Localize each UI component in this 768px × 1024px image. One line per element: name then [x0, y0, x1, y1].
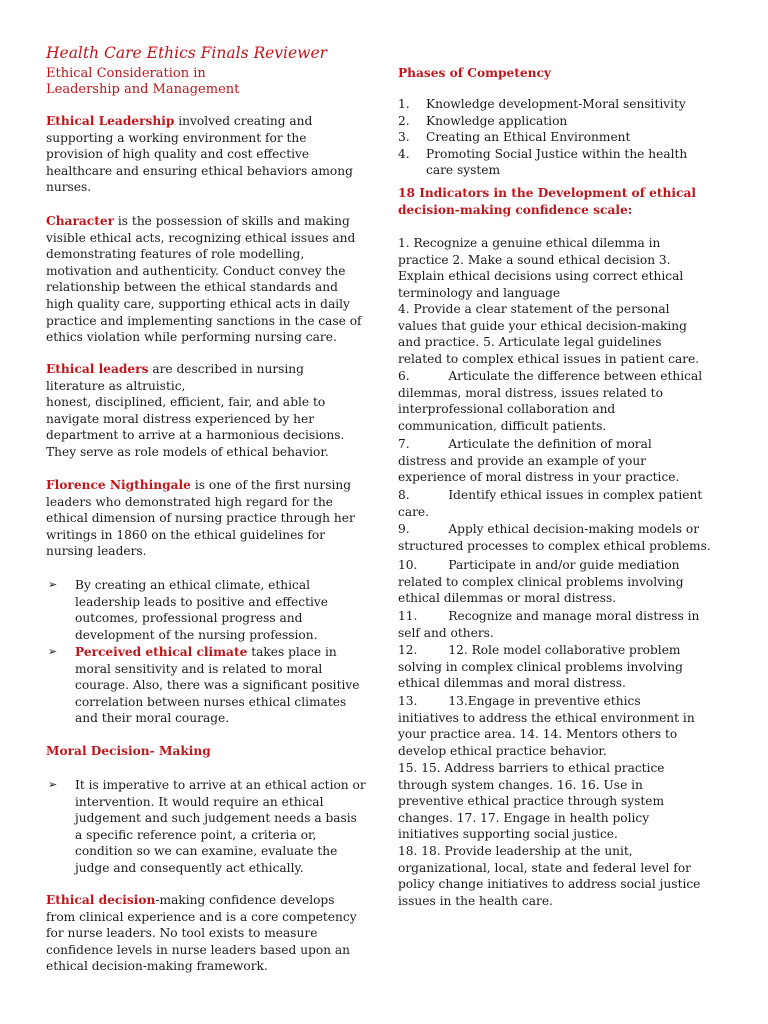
subtitle-line-2: Leadership and Management — [46, 82, 240, 97]
phases-heading: Phases of Competency — [398, 66, 552, 80]
bullet-moral-decision — [48, 777, 366, 877]
ethical-leaders-term: Ethical leaders — [46, 362, 149, 376]
indicator-1-3: 1. Recognize a genuine ethical dilemma in practice 2. Make a sound ethical decision 3. Explain ethical decisions using correct ethical terminology and language — [398, 236, 684, 300]
subtitle-line-1: Ethical Consideration in — [46, 66, 206, 81]
arrow-bullet-icon: ➢ — [48, 645, 58, 658]
perceived-climate-term: Perceived ethical climate — [75, 645, 248, 659]
ethical-leaders-text: are described in nursing literature as altruistic, — [46, 362, 304, 393]
ethical-leaders-paragraph — [46, 361, 362, 461]
character-paragraph — [46, 213, 362, 346]
indicator-8: 8. Identify ethical issues in complex patient care. — [398, 488, 707, 519]
ethical-decision-term: Ethical decision — [46, 893, 156, 907]
phase-item: 2. Knowledge application — [398, 113, 568, 128]
character-text: is the possession of skills and making visible ethical acts, recognizing ethical issues and demonstrating features of role modelling, motivation and authenticity. Conduct convey the relationship between the ethical standards and high quality care, supporting ethical acts in daily practice and implementing sanctions in the case of ethics violation while performing nursing care. — [46, 214, 362, 345]
document-subtitle — [46, 66, 239, 98]
bullet-perceived-climate-text: Perceived ethical climate takes place in moral sensitivity and is related to moral courage. Also, there was a significant positive correlation between nurses ethical climates and their moral courage. — [75, 645, 360, 726]
ethical-leaders-text-2: honest, disciplined, efficient, fair, and able to navigate moral distress experienced by her department to arrive at a harmonious decisions. They serve as role models of ethical behavior. — [46, 395, 345, 459]
florence-term: Florence Nigthingale — [46, 478, 191, 492]
indicator-4-5: 4. Provide a clear statement of the personal values that guide your ethical decision-making and practice. 5. Articulate legal guidelines related to complex ethical issues in patient care. — [398, 302, 700, 366]
florence-text: is one of the first nursing leaders who demonstrated high regard for the ethical dimension of nursing practice through her writings in 1860 on the ethical guidelines for nursing leaders. — [46, 478, 355, 559]
indicator-6: 6. Articulate the difference between ethical dilemmas, moral distress, issues related to interprofessional collaboration and communication, difficult patients. — [398, 369, 707, 433]
indicator-7: 7. Articulate the definition of moral distress and provide an example of your experience of moral distress in your practice. — [398, 437, 680, 485]
bullet-ethical-climate-text: By creating an ethical climate, ethical leadership leads to positive and effective outcomes, professional progress and development of the nursing profession. — [75, 578, 328, 642]
character-term: Character — [46, 214, 115, 228]
florence-paragraph — [46, 477, 362, 560]
arrow-bullet-icon: ➢ — [48, 778, 58, 791]
indicator-11: 11. Recognize and manage moral distress in self and others. — [398, 609, 704, 640]
indicator-15-17: 15. 15. Address barriers to ethical practice through system changes. 16. 16. Use in preventive ethical practice through system changes. 17. 17. Engage in health policy initiatives supporting social justice. — [398, 761, 665, 842]
ethical-leadership-text: involved creating and supporting a working environment for the provision of high quality and cost effective healthcare and ensuring ethical behaviors among nurses. — [46, 114, 353, 195]
bullet-ethical-climate — [48, 577, 366, 643]
phase-item: 1. Knowledge development-Moral sensitivity — [398, 97, 686, 111]
bullet-perceived-climate — [48, 644, 366, 727]
phases-list — [398, 96, 698, 179]
ethical-leadership-paragraph — [46, 113, 362, 196]
phase-item: 3. Creating an Ethical Environment — [398, 130, 631, 145]
ethical-decision-paragraph — [46, 892, 362, 975]
bullet-moral-decision-text: It is imperative to arrive at an ethical action or intervention. It would require an ethical judgement and such judgement needs a basis a specific reference point, a criteria or, condition so we can examine, evaluate the judge and consequently act ethically. — [75, 778, 366, 875]
ethical-decision-text: -making confidence develops from clinical experience and is a core competency for nurse leaders. No tool exists to measure confidence levels in nurse leaders based upon an ethical decision-making framework. — [46, 893, 357, 974]
indicator-13-14: 13. 13.Engage in preventive ethics initiatives to address the ethical environment in your practice area. 14. 14. Mentors others to develop ethical practice behavior. — [398, 694, 699, 758]
arrow-bullet-icon: ➢ — [48, 578, 58, 591]
document-title: Health Care Ethics Finals Reviewer — [46, 44, 328, 62]
ethical-leadership-term: Ethical Leadership — [46, 114, 175, 128]
indicator-9: 9. Apply ethical decision-making models or structured processes to complex ethical problems. — [398, 522, 711, 553]
moral-decision-heading: Moral Decision- Making — [46, 744, 211, 758]
indicator-10: 10. Participate in and/or guide mediation related to complex clinical problems involving ethical dilemmas or moral distress. — [398, 558, 688, 606]
indicator-12: 12. 12. Role model collaborative problem solving in complex clinical problems involving ethical dilemmas and moral distress. — [398, 643, 687, 691]
indicators-heading: 18 Indicators in the Development of ethical decision-making confidence scale: — [398, 186, 696, 217]
indicator-18: 18. 18. Provide leadership at the unit, organizational, local, state and federal level for policy change initiatives to address social justice issues in the health care. — [398, 844, 701, 908]
phase-item: 4. Promoting Social Justice within the health care system — [398, 146, 688, 178]
